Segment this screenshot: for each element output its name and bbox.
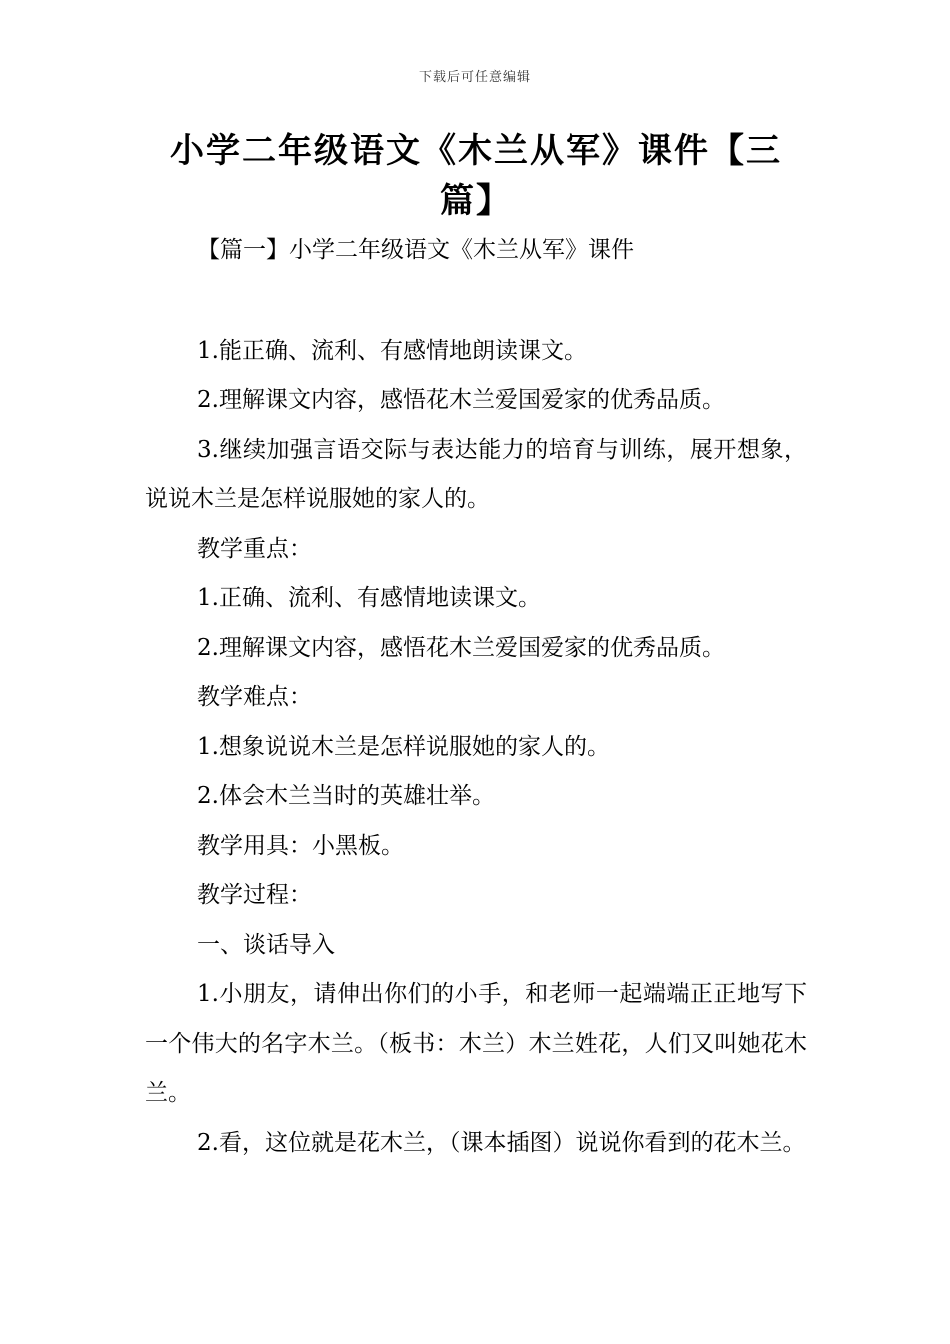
paragraph: 1.能正确、流利、有感情地朗读课文。	[197, 337, 587, 364]
paragraph: 1.小朋友，请伸出你们的小手，和老师一起端端正正地写下一个伟大的名字木兰。（板书：木兰）木兰姓花，人们又叫她花木兰。	[145, 981, 807, 1106]
paragraph-heading: 教学难点：	[197, 684, 312, 710]
paragraph-heading: 教学重点：	[197, 535, 312, 562]
paragraph: 教学用具：小黑板。	[197, 832, 404, 859]
paragraph-heading: 一、谈话导入	[197, 931, 335, 958]
paragraph: 2.体会木兰当时的英雄壮举。	[197, 783, 495, 809]
paragraph: 2.看，这位就是花木兰，（课本插图）说说你看到的花木兰。	[197, 1129, 806, 1156]
paragraph: 1.正确、流利、有感情地读课文。	[197, 585, 541, 611]
paragraph: 2.理解课文内容，感悟花木兰爱国爱家的优秀品质。	[197, 634, 725, 661]
paragraph-heading: 教学过程：	[197, 882, 312, 908]
paragraph: 3.继续加强言语交际与表达能力的培育与训练，展开想象，说说木兰是怎样说服她的家人的。	[145, 436, 807, 512]
section-title: 【篇一】小学二年级语文《木兰从军》课件	[197, 237, 634, 263]
document-title: 小学二年级语文《木兰从军》课件【三篇】	[170, 131, 782, 221]
header-note: 下载后可任意编辑	[418, 70, 531, 85]
document-body	[145, 226, 807, 1168]
paragraph: 1.想象说说木兰是怎样说服她的家人的。	[197, 733, 610, 760]
paragraph: 2.理解课文内容，感悟花木兰爱国爱家的优秀品质。	[197, 387, 725, 413]
